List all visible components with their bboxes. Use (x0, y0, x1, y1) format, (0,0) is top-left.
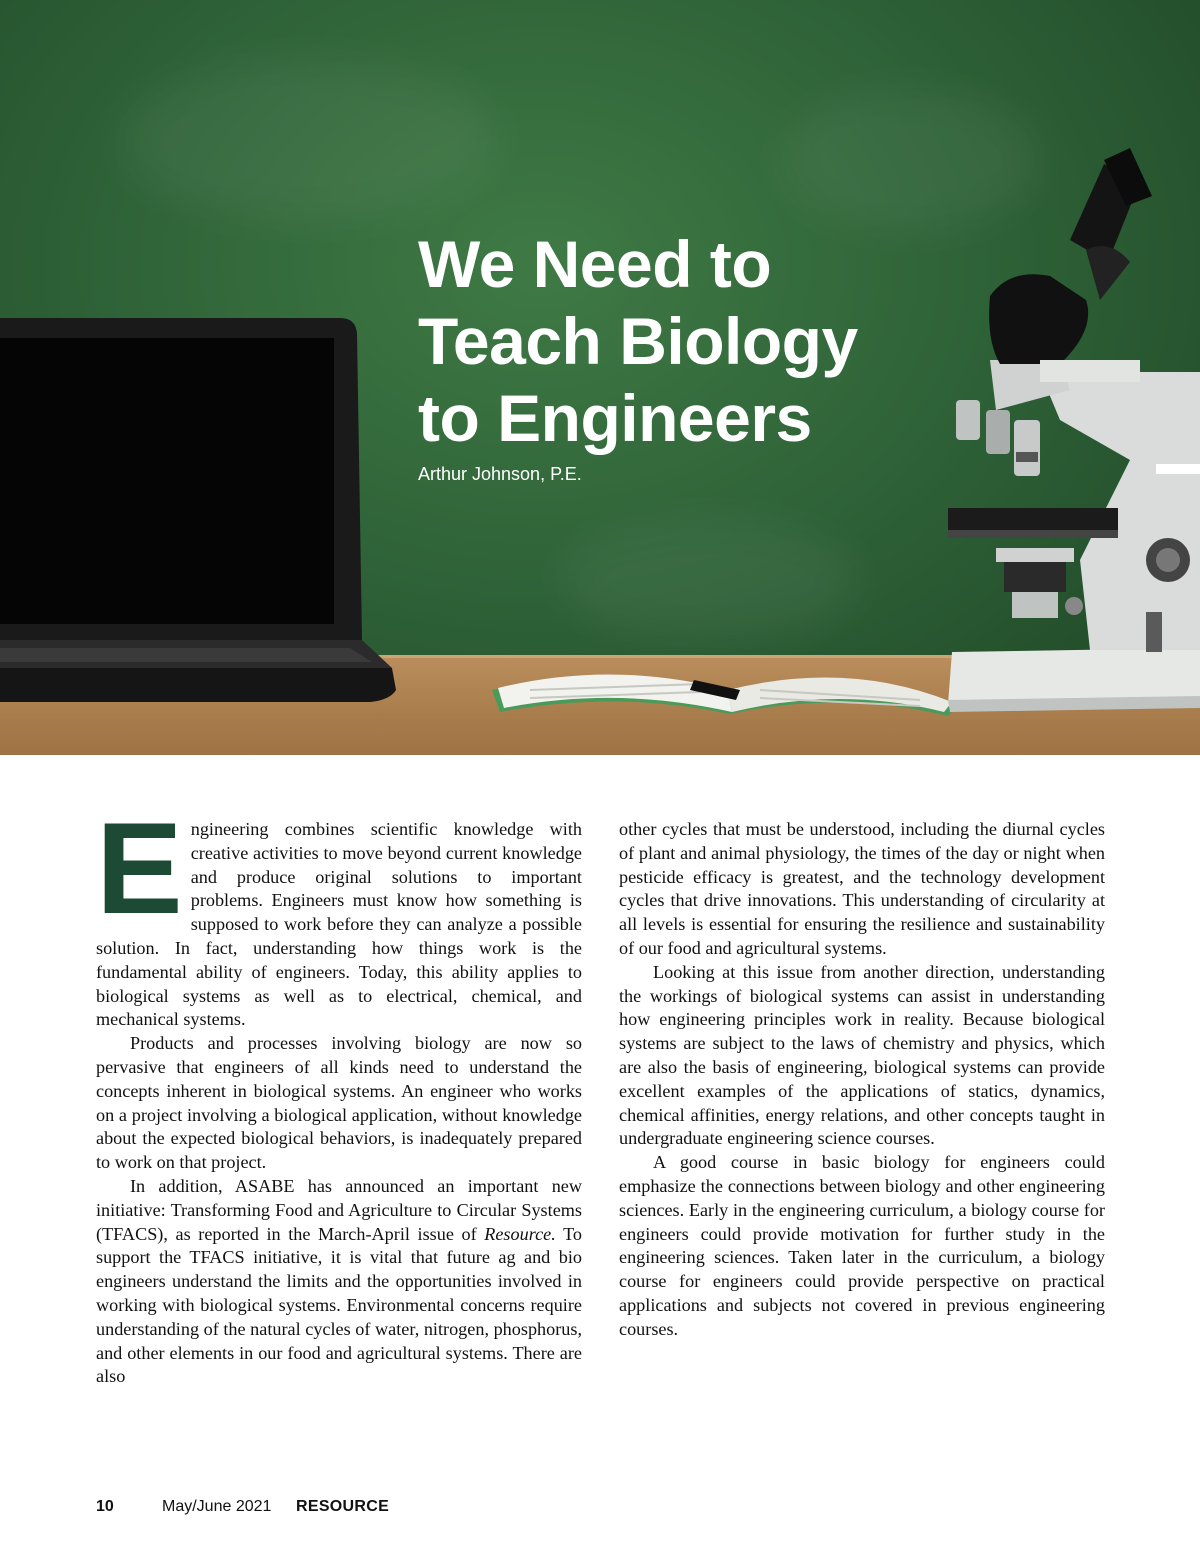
drop-cap: E (96, 795, 183, 941)
author-byline: Arthur Johnson, P.E. (418, 464, 582, 484)
paragraph: A good course in basic biology for engineers could emphasize the connections between biology and other engineering sciences. Early in the engineering curriculum, a biology course for engineers could provide motivation for further study in the engineering sciences. Taken later in the curriculum, a biology course for engineers could provide perspective on practical applications and subjects not covered in previous engineering courses. (619, 1152, 1105, 1339)
laptop-icon (0, 318, 396, 702)
paragraph: Engineering combines scientific knowledge with creative activities to move beyond current knowledge and produce original solutions to important problems. Engineers must know how something is supposed to work before they can analyze a possible solution. In fact, understanding how things work is the fundamental ability of engineers. Today, this ability applies to biological systems as well as to electrical, chemical, and mechanical systems. (96, 795, 582, 1030)
title-line: to Engineers (418, 381, 812, 455)
microscope-icon (948, 148, 1200, 712)
article-title (418, 226, 858, 457)
article-column-right (619, 818, 1105, 1342)
magazine-name: RESOURCE (296, 1498, 390, 1515)
paragraph: In addition, ASABE has announced an important new initiative: Transforming Food and Agriculture to Circular Systems (TFACS), as reported in the March-April issue of Resource. To support the TFACS initiative, it is vital that future ag and bio engineers understand the limits and the opportunities involved in working with biological systems. Environmental concerns require understanding of the natural cycles of water, nitrogen, phosphorus, and other elements in our food and agricultural systems. There are also (96, 1175, 582, 1387)
paragraph: other cycles that must be understood, including the diurnal cycles of plant and animal physiology, the times of the day or night when pesticide efficacy is greatest, and the technology development cycles that drive innovations. This understanding of circularity at all levels is essential for ensuring the resilience and sustainability of our food and agricultural systems. (619, 819, 1105, 958)
paragraph: Products and processes involving biology are now so pervasive that engineers of all kinds need to understand the concepts inherent in biological systems. An engineer who works on a project involving a biological application, without knowledge about the expected biological behaviors, is inadequately prepared to work on that project. (96, 1033, 582, 1173)
title-line: We Need to (418, 227, 772, 301)
paragraph: Looking at this issue from another direction, understanding the workings of biological systems can assist in understanding how engineering principles work in reality. Because biological systems are subject to the laws of chemistry and physics, which are also the basis of engineering, biological systems can provide excellent examples of the applications of statics, dynamics, chemical affinities, energy relations, and other concepts taught in undergraduate engineering science courses. (619, 961, 1105, 1149)
article-column-left (96, 795, 582, 1389)
issue-date: May/June 2021 (162, 1498, 272, 1515)
title-line: Teach Biology (418, 304, 858, 378)
notebook-icon (492, 674, 958, 716)
hero-image (0, 0, 1200, 755)
magazine-title-italic: Resource. (484, 1223, 556, 1244)
page-number: 10 (96, 1498, 114, 1515)
